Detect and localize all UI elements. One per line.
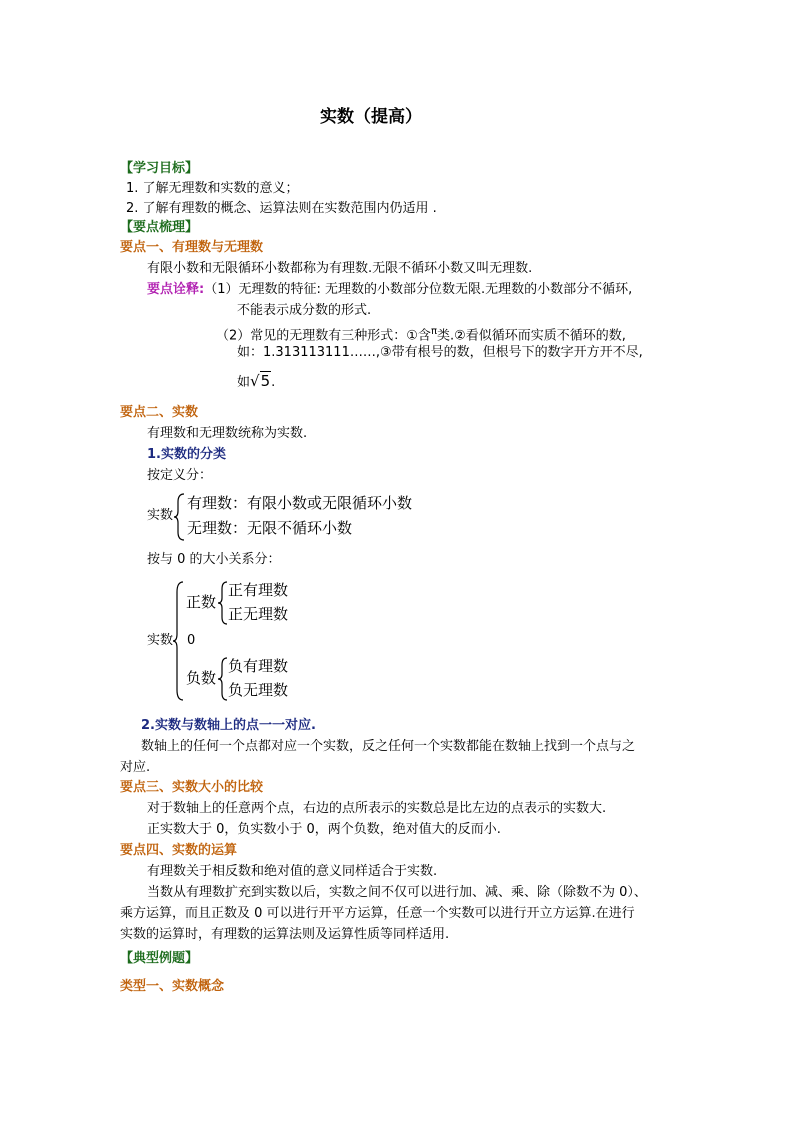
size-root: 实数: [147, 633, 174, 648]
by-size-label: 按与 0 的大小关系分：: [147, 552, 281, 567]
type1-heading: 类型一、实数概念: [120, 979, 225, 994]
positive-irrational: 正无理数: [228, 605, 289, 623]
point4-text2-c: 实数的运算时，有理数的运算法则及运算性质等同样适用.: [120, 927, 450, 942]
def-rational: 有理数：有限小数或无限循环小数: [187, 494, 413, 512]
pi-symbol: π: [430, 326, 437, 337]
point4-text2-a: 当数从有理数扩充到实数以后，实数之间不仅可以进行加、减、乘、除（除数不为 0）、: [147, 885, 647, 900]
page-title: 实数（提高）: [320, 107, 422, 127]
objective-item-2: 2. 了解有理数的概念、运算法则在实数范围内仍适用 .: [126, 201, 437, 216]
note1-a: （1）无理数的特征: 无理数的小数部分位数无限.无理数的小数部分不循环,: [204, 282, 633, 297]
note2-c: 如√5.: [237, 372, 276, 390]
note1-b: 不能表示成分数的形式.: [237, 303, 372, 318]
positive-rational: 正有理数: [228, 581, 289, 599]
point2-sub1: 1.实数的分类: [147, 447, 226, 462]
point2-sub2-text-b: 对应.: [120, 760, 151, 775]
point3-text1: 对于数轴上的任意两个点，右边的点所表示的实数总是比左边的点表示的实数大.: [147, 801, 607, 816]
point2-sub2-text-a: 数轴上的任何一个点都对应一个实数，反之任何一个实数都能在数轴上找到一个点与之: [141, 739, 636, 754]
def-irrational: 无理数：无限不循环小数: [187, 519, 353, 537]
negative-label: 负数: [186, 669, 217, 687]
point4-text2-b: 乘方运算，而且正数及 0 可以进行开平方运算，任意一个实数可以进行开立方运算.在进行: [120, 906, 635, 921]
point3-text2: 正实数大于 0，负实数小于 0，两个负数，绝对值大的反而小.: [147, 822, 501, 837]
positive-label: 正数: [186, 593, 217, 611]
point4-text1: 有理数关于相反数和绝对值的意义同样适合于实数.: [147, 864, 438, 879]
summary-header: 【要点梳理】: [120, 220, 199, 235]
zero-label: 0: [187, 633, 196, 648]
negative-rational: 负有理数: [228, 657, 289, 675]
brace-positive-icon: [218, 580, 228, 626]
point1-heading: 要点一、有理数与无理数: [120, 240, 264, 255]
sqrt-radicand: 5: [260, 372, 271, 390]
by-definition-label: 按定义分：: [147, 468, 213, 483]
negative-irrational: 负无理数: [228, 681, 289, 699]
point1-text: 有限小数和无限循环小数都称为有理数.无限不循环小数又叫无理数.: [147, 261, 533, 276]
point2-sub2: 2.实数与数轴上的点一一对应.: [141, 718, 316, 733]
note2-b: 如：1.313113111……,③带有根号的数，但根号下的数字开方开不尽,: [237, 345, 643, 360]
brace-size-icon: [173, 580, 185, 702]
point2-heading: 要点二、实数: [120, 405, 199, 420]
point4-heading: 要点四、实数的运算: [120, 843, 238, 858]
brace-definition-icon: [174, 492, 186, 542]
note2-a: （2）常见的无理数有三种形式：①含$^\pi$类.②看似循环而实质不循环的数,: [216, 326, 626, 344]
brace-negative-icon: [218, 656, 228, 702]
point1-note-line1: [147, 281, 632, 299]
objectives-header: 【学习目标】: [120, 161, 199, 176]
point2-text: 有理数和无理数统称为实数.: [147, 426, 308, 441]
examples-header: 【典型例题】: [120, 951, 199, 966]
point3-heading: 要点三、实数大小的比较: [120, 780, 264, 795]
def-root: 实数: [147, 508, 174, 523]
note-label: 要点诠释:: [147, 282, 205, 297]
sqrt-icon: √: [250, 372, 260, 390]
objective-item-1: 1. 了解无理数和实数的意义；: [126, 181, 299, 196]
